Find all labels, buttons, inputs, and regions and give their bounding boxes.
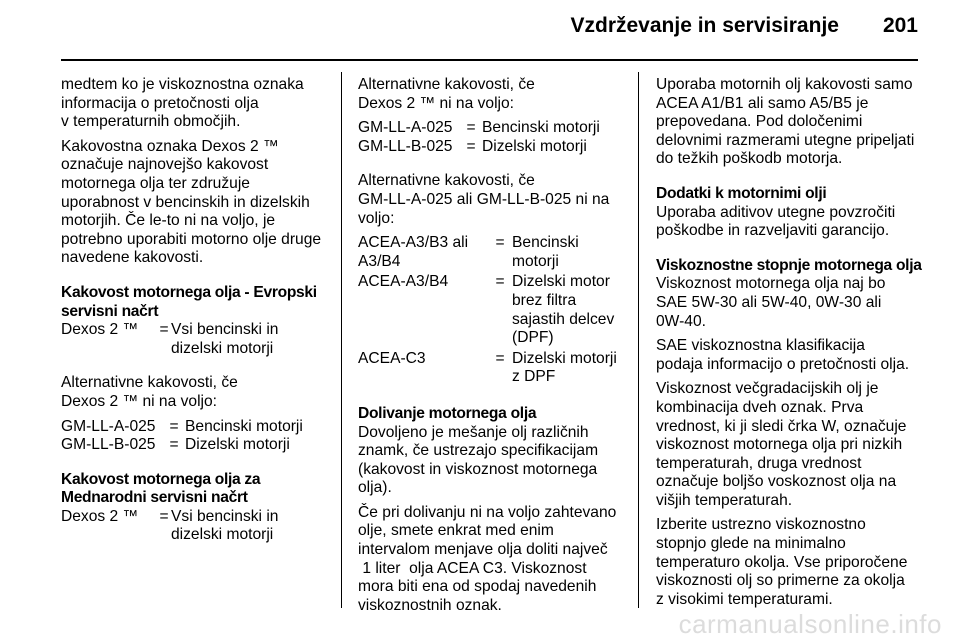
column-divider-1 bbox=[341, 72, 342, 608]
table-row: ACEA-C3 = Dizelski motorji z DPF bbox=[358, 349, 617, 386]
alt-quality-paragraph-2: Alternativne kakovosti, če GM-LL-A-025 ali GM-LL-B-025 ni na voljo: bbox=[358, 172, 610, 227]
usage-paragraph: Uporaba motornih olj kakovosti samo ACEA A1/B1 ali samo A5/B5 je prepovedana. Pod določenimi delovnimi razmerami utegne pripeljati do težkih poškodb motorja. bbox=[656, 76, 915, 168]
table-row: GM-LL-B-025 = Dizelski motorji bbox=[358, 137, 587, 155]
choose-paragraph: Izberite ustrezno viskoznostno stopnjo glede na minimalno temperaturo okolja. Vse priporočene viskoznosti olj so primerne za okolja z visokimi temperaturami. bbox=[656, 516, 908, 608]
heading-international-service-plan: Kakovost motornega olja za Mednarodni servisni načrt bbox=[61, 470, 261, 507]
header-rule bbox=[61, 59, 918, 61]
alt-quality-paragraph: Alternativne kakovosti, če Dexos 2 ™ ni na voljo: bbox=[61, 374, 238, 410]
column-1 bbox=[61, 76, 327, 545]
heading-viscosity-grades: Viskoznostne stopnje motornega olja bbox=[656, 256, 922, 274]
page-title: Vzdrževanje in servisiranje bbox=[570, 14, 839, 37]
heading-oil-refill: Dolivanje motornega olja bbox=[358, 404, 537, 422]
sae-paragraph: SAE viskoznostna klasifikacija podaja informacijo o pretočnosti olja. bbox=[656, 337, 910, 373]
heading-additives: Dodatki k motornimi olji bbox=[656, 184, 827, 202]
table-row: GM-LL-B-025 = Dizelski motorji bbox=[61, 436, 290, 454]
table-row: Dexos 2 ™ = Vsi bencinski in dizelski motorji bbox=[61, 321, 279, 357]
dexos-paragraph: Kakovostna oznaka Dexos 2 ™ označuje najnovejšo kakovost motornega olja ter združuje uporabnost v bencinskih in dizelskih motorjih. Če le-to ni na voljo, je potrebno uporabiti motorno olje druge navedene kakovosti. bbox=[61, 137, 322, 267]
column-2 bbox=[358, 76, 628, 621]
acea-table bbox=[358, 234, 617, 389]
table-row: ACEA-A3/B4 = Dizelski motor brez filtra sajastih delcev (DPF) bbox=[358, 273, 615, 347]
viscosity-paragraph: Viskoznost motornega olja naj bo SAE 5W-30 ali 5W-40, 0W-30 ali 0W-40. bbox=[656, 275, 886, 330]
alt-quality-paragraph: Alternativne kakovosti, če Dexos 2 ™ ni na voljo: bbox=[358, 76, 535, 112]
alt-quality-table bbox=[358, 119, 600, 156]
spec-table-international bbox=[61, 508, 278, 545]
additives-paragraph: Uporaba aditivov utegne povzročiti poškodbe in razveljaviti garancijo. bbox=[656, 203, 896, 240]
refill-paragraph-2: Če pri dolivanju ni na voljo zahtevano olje, smete enkrat med enim intervalom menjave olja doliti največ 1 liter olja ACEA C3. Viskoznost mora biti ena od spodaj navedenih viskoznostnih oznak. bbox=[358, 503, 617, 614]
column-3 bbox=[656, 76, 924, 615]
table-row: ACEA-A3/B3 ali A3/B4 = Bencinski motorji bbox=[358, 234, 579, 270]
page-header bbox=[570, 14, 918, 38]
table-row: GM-LL-A-025 = Bencinski motorji bbox=[358, 119, 600, 137]
intro-paragraph: medtem ko je viskoznostna oznaka informacija o pretočnosti olja v temperaturnih območjih. bbox=[61, 76, 304, 131]
spec-table-european bbox=[61, 321, 278, 358]
page-number: 201 bbox=[882, 14, 918, 37]
heading-european-service-plan: Kakovost motornega olja - Evropski servisni načrt bbox=[61, 283, 317, 320]
column-divider-2 bbox=[638, 72, 639, 608]
refill-paragraph: Dovoljeno je mešanje olj različnih znamk, če ustrezajo specifikacijam (kakovost in viskoznost motornega olja). bbox=[358, 423, 599, 497]
table-row: GM-LL-A-025 = Bencinski motorji bbox=[61, 417, 303, 435]
watermark: carmanualsonline.info bbox=[678, 609, 942, 639]
table-row: Dexos 2 ™ = Vsi bencinski in dizelski motorji bbox=[61, 507, 279, 544]
multigrade-paragraph: Viskoznost večgradacijskih olj je kombinacija dveh oznak. Prva vrednost, ki ji sledi črka W, označuje viskoznost motornega olja pri nizkih temperaturah, druga vrednost označuje boljšo voskoznost olja na višjih temperaturah. bbox=[656, 380, 907, 509]
alt-quality-table bbox=[61, 418, 303, 455]
